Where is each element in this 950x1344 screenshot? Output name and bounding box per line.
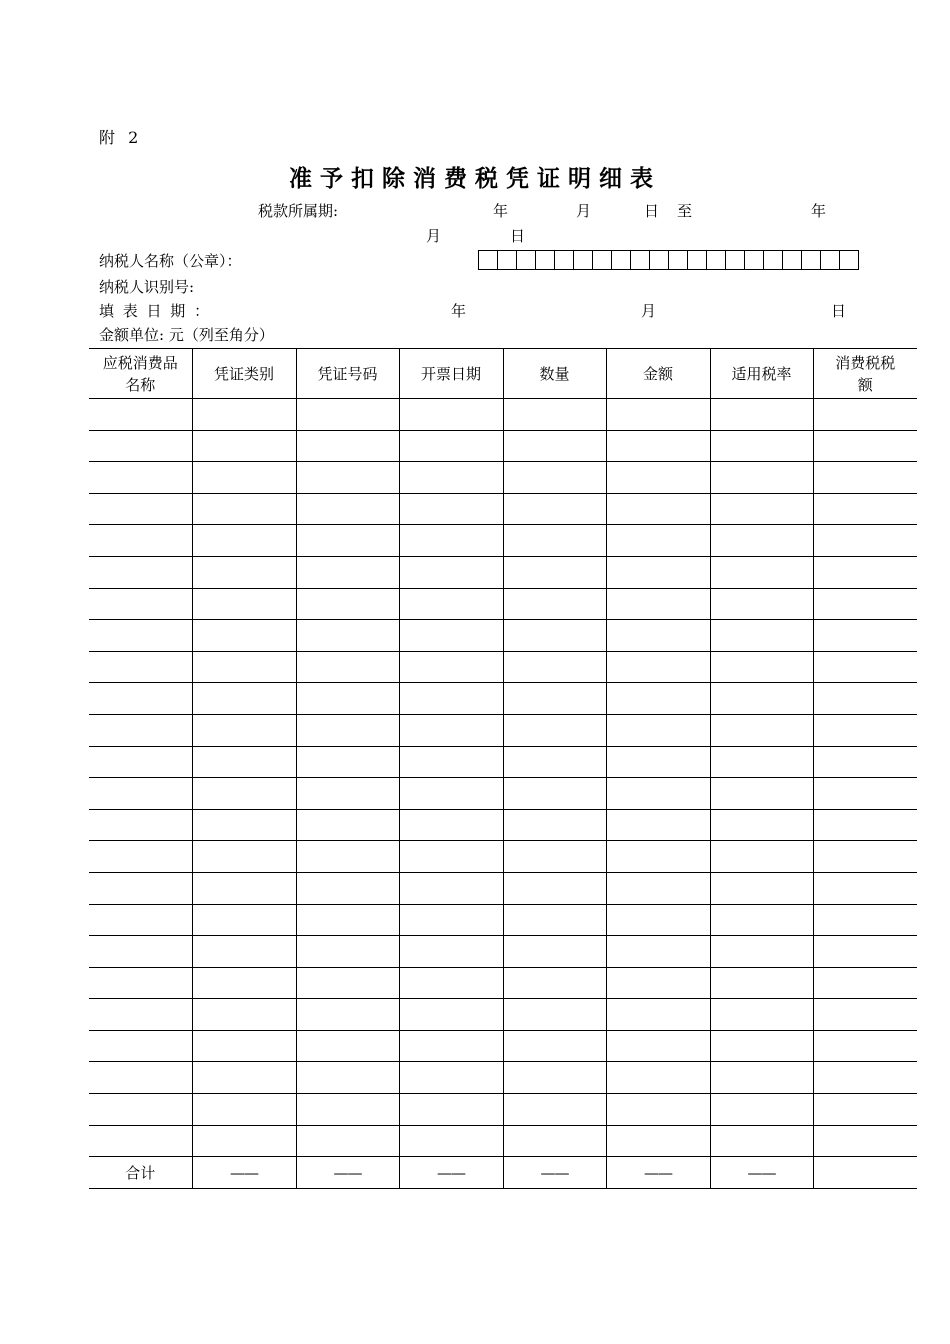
voucher-number-cell[interactable] [296,841,399,873]
tax-rate-cell[interactable] [710,1062,813,1094]
amount-cell[interactable] [606,778,710,810]
voucher-number-cell[interactable] [296,525,399,557]
tax-amount-cell[interactable] [813,683,917,715]
id-digit-box[interactable] [802,250,821,270]
invoice-date-cell[interactable] [399,809,503,841]
tax-amount-cell[interactable] [813,714,917,746]
tax-amount-cell[interactable] [813,936,917,968]
quantity-cell[interactable] [503,841,606,873]
tax-amount-cell[interactable] [813,1030,917,1062]
product-name-cell[interactable] [89,462,192,494]
id-digit-box[interactable] [574,250,593,270]
table-row [89,872,917,904]
voucher-number-cell[interactable] [296,714,399,746]
voucher-type-cell[interactable] [192,683,296,715]
quantity-cell[interactable] [503,399,606,431]
voucher-type-cell[interactable] [192,556,296,588]
product-name-cell[interactable] [89,1062,192,1094]
table-body [89,399,917,1189]
tax-period-label: 税款所属期: [258,202,339,220]
table-header-row [89,349,917,399]
tax-rate-cell[interactable] [710,683,813,715]
tax-amount-cell[interactable] [813,399,917,431]
total-row [89,1157,917,1189]
invoice-date-cell[interactable] [399,430,503,462]
product-name-cell[interactable] [89,399,192,431]
tax-amount-cell[interactable] [813,430,917,462]
total-cell-dash: —— [606,1157,710,1189]
voucher-type-cell[interactable] [192,493,296,525]
total-cell-dash: —— [710,1157,813,1189]
voucher-number-cell[interactable] [296,999,399,1031]
product-name-cell[interactable] [89,683,192,715]
voucher-number-cell[interactable] [296,430,399,462]
quantity-cell[interactable] [503,430,606,462]
tax-rate-cell[interactable] [710,967,813,999]
product-name-cell[interactable] [89,525,192,557]
amount-cell[interactable] [606,651,710,683]
fill-date-month: 月 [641,302,657,320]
table-row [89,778,917,810]
product-name-cell[interactable] [89,588,192,620]
product-name-cell[interactable] [89,714,192,746]
product-name-cell[interactable] [89,1125,192,1157]
product-name-cell[interactable] [89,967,192,999]
fill-date-year: 年 [451,302,467,320]
tax-period-month-2: 月 [426,227,442,245]
id-digit-box[interactable] [707,250,726,270]
amount-cell[interactable] [606,430,710,462]
id-digit-box[interactable] [612,250,631,270]
total-cell-dash: —— [399,1157,503,1189]
amount-cell[interactable] [606,462,710,494]
invoice-date-cell[interactable] [399,872,503,904]
amount-cell[interactable] [606,1094,710,1126]
table-row [89,620,917,652]
attachment-label: 附 2 [99,128,143,147]
tax-period-month-1: 月 [576,202,592,220]
quantity-cell[interactable] [503,1094,606,1126]
tax-amount-cell[interactable] [813,525,917,557]
product-name-cell[interactable] [89,1030,192,1062]
amount-cell[interactable] [606,1062,710,1094]
id-digit-box[interactable] [555,250,574,270]
product-name-cell[interactable] [89,999,192,1031]
id-digit-box[interactable] [669,250,688,270]
product-name-cell[interactable] [89,841,192,873]
taxpayer-id-boxes[interactable] [478,250,859,270]
voucher-number-cell[interactable] [296,936,399,968]
voucher-type-cell[interactable] [192,1062,296,1094]
voucher-type-cell[interactable] [192,999,296,1031]
table-row [89,683,917,715]
id-digit-box[interactable] [536,250,555,270]
amount-cell[interactable] [606,620,710,652]
invoice-date-cell[interactable] [399,746,503,778]
amount-cell[interactable] [606,714,710,746]
voucher-number-cell[interactable] [296,904,399,936]
table-row [89,999,917,1031]
page-title: 准予扣除消费税凭证明细表 [289,165,661,192]
quantity-cell[interactable] [503,714,606,746]
product-name-cell[interactable] [89,809,192,841]
tax-period-day-2: 日 [510,227,526,245]
quantity-cell[interactable] [503,1030,606,1062]
col-header-voucher-type: 凭证类别 [192,349,296,399]
invoice-date-cell[interactable] [399,999,503,1031]
voucher-number-cell[interactable] [296,588,399,620]
table-row [89,399,917,431]
amount-cell[interactable] [606,809,710,841]
voucher-type-cell[interactable] [192,778,296,810]
voucher-number-cell[interactable] [296,746,399,778]
tax-amount-cell[interactable] [813,556,917,588]
product-name-cell[interactable] [89,493,192,525]
tax-amount-cell[interactable] [813,493,917,525]
tax-amount-cell[interactable] [813,1094,917,1126]
fill-date-label: 填 表 日 期 ： [99,302,212,320]
product-name-cell[interactable] [89,746,192,778]
voucher-type-cell[interactable] [192,936,296,968]
tax-rate-cell[interactable] [710,493,813,525]
voucher-type-cell[interactable] [192,746,296,778]
invoice-date-cell[interactable] [399,714,503,746]
voucher-type-cell[interactable] [192,967,296,999]
tax-amount-cell[interactable] [813,841,917,873]
amount-cell[interactable] [606,999,710,1031]
amount-cell[interactable] [606,683,710,715]
id-digit-box[interactable] [821,250,840,270]
product-name-cell[interactable] [89,430,192,462]
id-digit-box[interactable] [783,250,802,270]
amount-cell[interactable] [606,588,710,620]
tax-rate-cell[interactable] [710,525,813,557]
voucher-type-cell[interactable] [192,904,296,936]
table-row [89,904,917,936]
invoice-date-cell[interactable] [399,525,503,557]
voucher-number-cell[interactable] [296,651,399,683]
product-name-cell[interactable] [89,556,192,588]
quantity-cell[interactable] [503,683,606,715]
tax-amount-cell[interactable] [813,462,917,494]
fill-date-day: 日 [831,302,847,320]
quantity-cell[interactable] [503,525,606,557]
quantity-cell[interactable] [503,809,606,841]
voucher-number-cell[interactable] [296,778,399,810]
quantity-cell[interactable] [503,1125,606,1157]
tax-rate-cell[interactable] [710,1125,813,1157]
table-row [89,462,917,494]
table-row [89,556,917,588]
col-header-tax-rate: 适用税率 [710,349,813,399]
invoice-date-cell[interactable] [399,1125,503,1157]
quantity-cell[interactable] [503,936,606,968]
id-digit-box[interactable] [479,250,498,270]
invoice-date-cell[interactable] [399,588,503,620]
total-cell-dash: —— [296,1157,399,1189]
tax-amount-cell[interactable] [813,778,917,810]
tax-amount-cell[interactable] [813,967,917,999]
amount-cell[interactable] [606,1030,710,1062]
voucher-type-cell[interactable] [192,809,296,841]
tax-rate-cell[interactable] [710,746,813,778]
table-row [89,746,917,778]
voucher-number-cell[interactable] [296,809,399,841]
amount-cell[interactable] [606,493,710,525]
tax-rate-cell[interactable] [710,778,813,810]
id-digit-box[interactable] [517,250,536,270]
table-row [89,493,917,525]
invoice-date-cell[interactable] [399,620,503,652]
col-header-quantity: 数量 [503,349,606,399]
voucher-number-cell[interactable] [296,399,399,431]
quantity-cell[interactable] [503,967,606,999]
invoice-date-cell[interactable] [399,493,503,525]
tax-rate-cell[interactable] [710,714,813,746]
tax-rate-cell[interactable] [710,399,813,431]
tax-amount-cell[interactable] [813,746,917,778]
amount-unit-label: 金额单位: 元（列至角分） [99,326,274,344]
amount-cell[interactable] [606,556,710,588]
table-row [89,1125,917,1157]
product-name-cell[interactable] [89,651,192,683]
table-row [89,809,917,841]
invoice-date-cell[interactable] [399,778,503,810]
invoice-date-cell[interactable] [399,1062,503,1094]
table-row [89,430,917,462]
amount-cell[interactable] [606,936,710,968]
voucher-type-cell[interactable] [192,872,296,904]
col-header-invoice-date: 开票日期 [399,349,503,399]
voucher-type-cell[interactable] [192,588,296,620]
tax-period-year-2: 年 [811,202,827,220]
invoice-date-cell[interactable] [399,967,503,999]
tax-rate-cell[interactable] [710,556,813,588]
tax-amount-cell[interactable] [813,809,917,841]
tax-amount-cell[interactable] [813,651,917,683]
total-tax-amount-cell[interactable] [813,1157,917,1189]
tax-rate-cell[interactable] [710,1094,813,1126]
quantity-cell[interactable] [503,999,606,1031]
voucher-type-cell[interactable] [192,1030,296,1062]
tax-rate-cell[interactable] [710,936,813,968]
table-row [89,841,917,873]
tax-period-year-1: 年 [493,202,509,220]
id-digit-box[interactable] [498,250,517,270]
tax-rate-cell[interactable] [710,620,813,652]
voucher-number-cell[interactable] [296,1030,399,1062]
amount-cell[interactable] [606,746,710,778]
tax-rate-cell[interactable] [710,588,813,620]
amount-cell[interactable] [606,904,710,936]
voucher-number-cell[interactable] [296,493,399,525]
voucher-type-cell[interactable] [192,525,296,557]
invoice-date-cell[interactable] [399,1094,503,1126]
table-row [89,936,917,968]
quantity-cell[interactable] [503,746,606,778]
id-digit-box[interactable] [745,250,764,270]
product-name-cell[interactable] [89,936,192,968]
tax-amount-cell[interactable] [813,999,917,1031]
tax-rate-cell[interactable] [710,999,813,1031]
voucher-number-cell[interactable] [296,872,399,904]
table-row [89,1094,917,1126]
invoice-date-cell[interactable] [399,904,503,936]
amount-cell[interactable] [606,525,710,557]
invoice-date-cell[interactable] [399,1030,503,1062]
tax-amount-cell[interactable] [813,1125,917,1157]
col-header-tax-amount: 消费税税额 [813,349,917,399]
tax-amount-cell[interactable] [813,588,917,620]
table-row [89,651,917,683]
voucher-detail-table [89,348,917,1189]
invoice-date-cell[interactable] [399,462,503,494]
voucher-type-cell[interactable] [192,399,296,431]
voucher-type-cell[interactable] [192,651,296,683]
voucher-type-cell[interactable] [192,620,296,652]
invoice-date-cell[interactable] [399,651,503,683]
id-digit-box[interactable] [840,250,859,270]
taxpayer-id-label: 纳税人识别号: [99,278,195,296]
amount-cell[interactable] [606,872,710,904]
quantity-cell[interactable] [503,1062,606,1094]
product-name-cell[interactable] [89,778,192,810]
tax-rate-cell[interactable] [710,1030,813,1062]
tax-period-to: 至 [677,202,693,220]
tax-period-day-1: 日 [644,202,660,220]
total-cell-dash: —— [192,1157,296,1189]
total-cell-dash: —— [503,1157,606,1189]
col-header-product-name: 应税消费品名称 [89,349,192,399]
total-label: 合计 [89,1157,192,1189]
id-digit-box[interactable] [764,250,783,270]
quantity-cell[interactable] [503,588,606,620]
invoice-date-cell[interactable] [399,556,503,588]
tax-rate-cell[interactable] [710,904,813,936]
tax-rate-cell[interactable] [710,430,813,462]
table-row [89,525,917,557]
voucher-number-cell[interactable] [296,967,399,999]
quantity-cell[interactable] [503,778,606,810]
voucher-type-cell[interactable] [192,714,296,746]
voucher-number-cell[interactable] [296,1062,399,1094]
voucher-type-cell[interactable] [192,462,296,494]
col-header-amount: 金额 [606,349,710,399]
amount-cell[interactable] [606,967,710,999]
quantity-cell[interactable] [503,462,606,494]
voucher-number-cell[interactable] [296,1094,399,1126]
product-name-cell[interactable] [89,620,192,652]
tax-rate-cell[interactable] [710,841,813,873]
table-row [89,1030,917,1062]
quantity-cell[interactable] [503,556,606,588]
id-digit-box[interactable] [726,250,745,270]
quantity-cell[interactable] [503,904,606,936]
tax-amount-cell[interactable] [813,620,917,652]
taxpayer-name-label: 纳税人名称（公章）： [99,252,242,270]
tax-rate-cell[interactable] [710,651,813,683]
amount-cell[interactable] [606,399,710,431]
table-row [89,588,917,620]
invoice-date-cell[interactable] [399,683,503,715]
tax-rate-cell[interactable] [710,462,813,494]
voucher-number-cell[interactable] [296,462,399,494]
voucher-number-cell[interactable] [296,556,399,588]
tax-amount-cell[interactable] [813,1062,917,1094]
id-digit-box[interactable] [631,250,650,270]
id-digit-box[interactable] [650,250,669,270]
invoice-date-cell[interactable] [399,936,503,968]
voucher-number-cell[interactable] [296,683,399,715]
quantity-cell[interactable] [503,872,606,904]
table-row [89,967,917,999]
tax-amount-cell[interactable] [813,904,917,936]
amount-cell[interactable] [606,1125,710,1157]
tax-amount-cell[interactable] [813,872,917,904]
invoice-date-cell[interactable] [399,841,503,873]
id-digit-box[interactable] [688,250,707,270]
quantity-cell[interactable] [503,493,606,525]
id-digit-box[interactable] [593,250,612,270]
voucher-type-cell[interactable] [192,841,296,873]
quantity-cell[interactable] [503,620,606,652]
tax-rate-cell[interactable] [710,872,813,904]
voucher-type-cell[interactable] [192,430,296,462]
voucher-number-cell[interactable] [296,1125,399,1157]
voucher-type-cell[interactable] [192,1094,296,1126]
product-name-cell[interactable] [89,1094,192,1126]
table-row [89,714,917,746]
invoice-date-cell[interactable] [399,399,503,431]
quantity-cell[interactable] [503,651,606,683]
col-header-voucher-number: 凭证号码 [296,349,399,399]
voucher-number-cell[interactable] [296,620,399,652]
product-name-cell[interactable] [89,872,192,904]
product-name-cell[interactable] [89,904,192,936]
tax-rate-cell[interactable] [710,809,813,841]
table-row [89,1062,917,1094]
voucher-type-cell[interactable] [192,1125,296,1157]
amount-cell[interactable] [606,841,710,873]
